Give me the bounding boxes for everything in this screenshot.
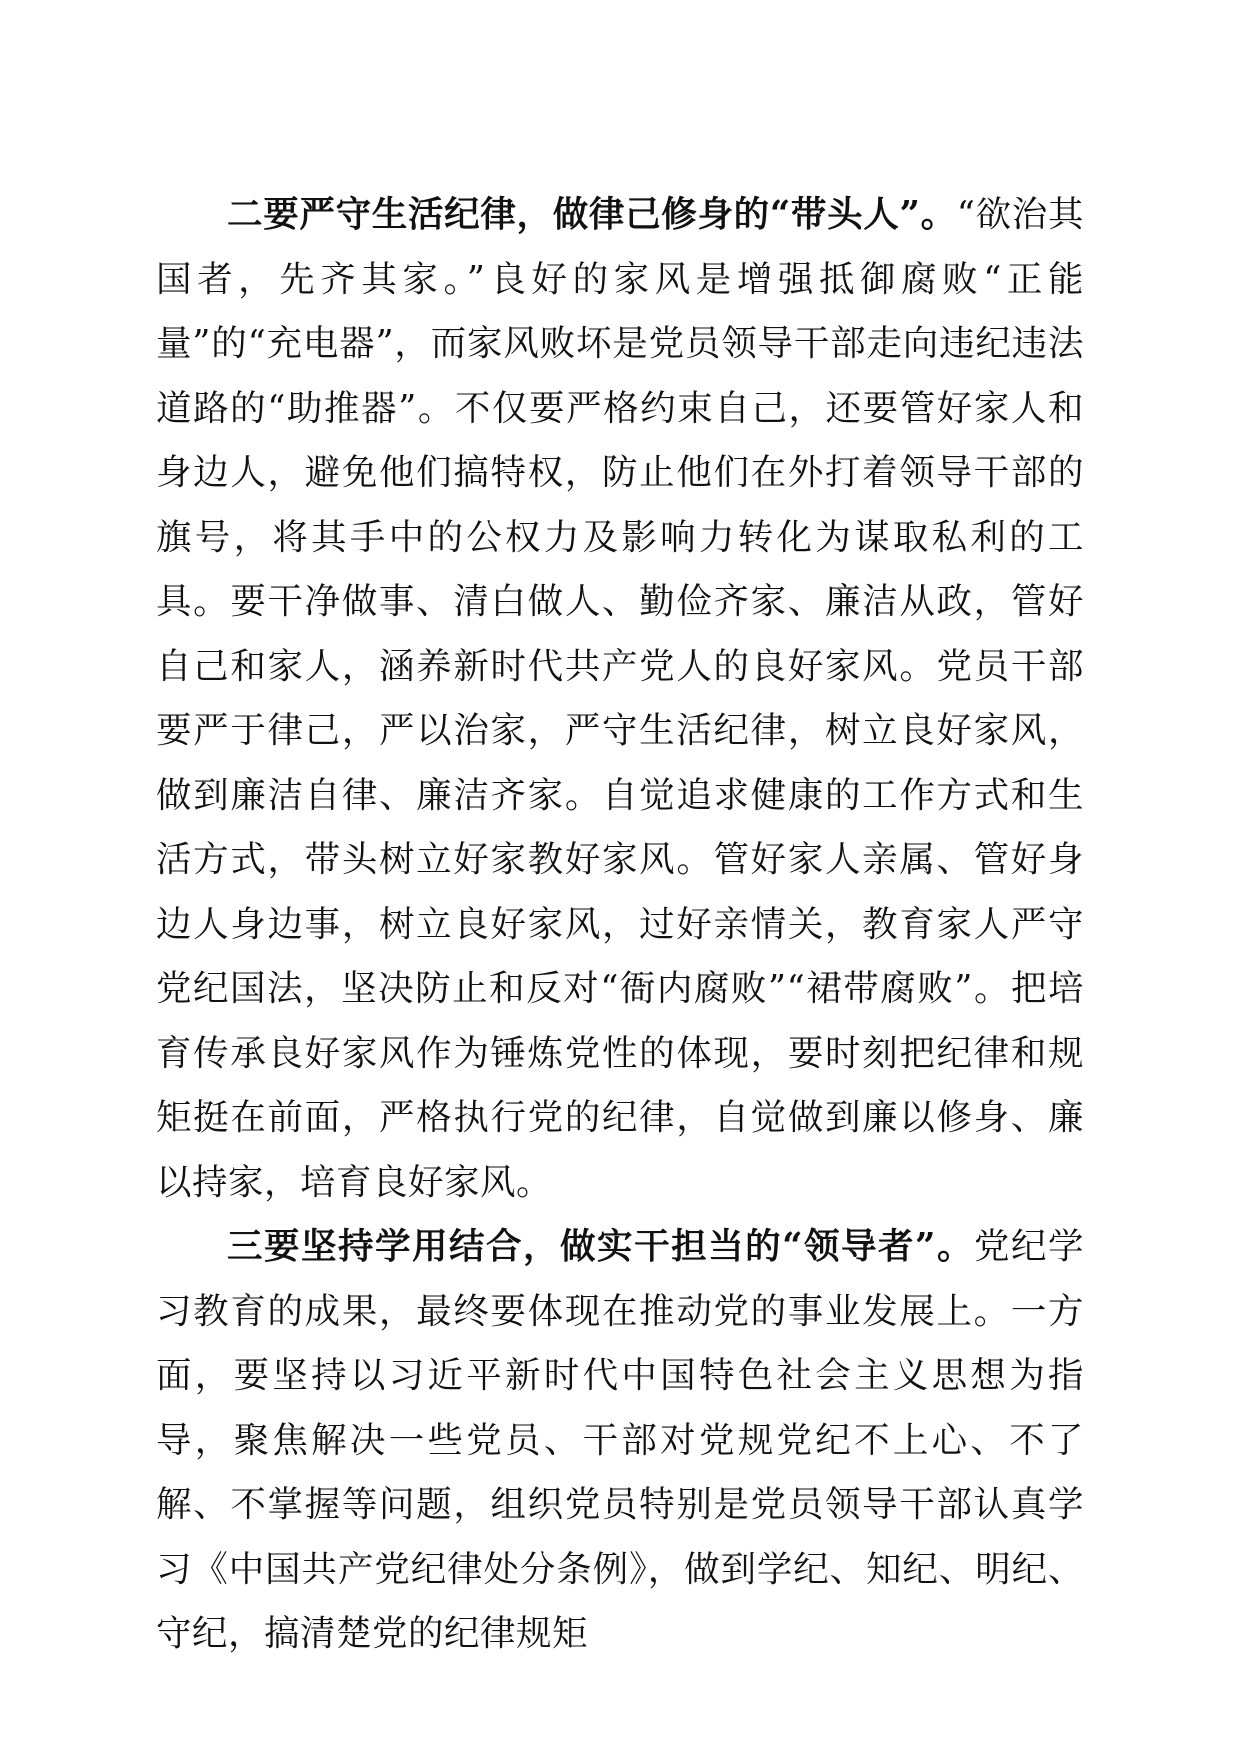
document-body <box>156 183 1084 1667</box>
paragraph-learning-application <box>156 1215 1084 1667</box>
paragraph-life-discipline <box>156 183 1084 1215</box>
paragraph-text: 党纪学习教育的成果，最终要体现在推动党的事业发展上。一方面，要坚持以习近平新时代中国特色社会主义思想为指导，聚焦解决一些党员、干部对党规党纪不上心、不了解、不掌握等问题，组织党员特别是党员领导干部认真学习《中国共产党纪律处分条例》，做到学纪、知纪、明纪、守纪，搞清楚党的纪律规矩 <box>156 1226 1084 1654</box>
paragraph-heading: 二要严守生活纪律，做律己修身的“带头人”。 <box>227 194 957 235</box>
paragraph-text: “欲治其国者，先齐其家。”良好的家风是增强抵御腐败“正能量”的“充电器”，而家风败坏是党员领导干部走向违纪违法道路的“助推器”。不仅要严格约束自己，还要管好家人和身边人，避免他们搞特权，防止他们在外打着领导干部的旗号，将其手中的公权力及影响力转化为谋取私利的工具。要干净做事、清白做人、勤俭齐家、廉洁从政，管好自己和家人，涵养新时代共产党人的良好家风。党员干部要严于律己，严以治家，严守生活纪律，树立良好家风，做到廉洁自律、廉洁齐家。自觉追求健康的工作方式和生活方式，带头树立好家教好家风。管好家人亲属、管好身边人身边事，树立良好家风，过好亲情关，教育家人严守党纪国法，坚决防止和反对“衙内腐败”“裙带腐败”。把培育传承良好家风作为锤炼党性的体现，要时刻把纪律和规矩挺在前面，严格执行党的纪律，自觉做到廉以修身、廉以持家，培育良好家风。 <box>156 194 1084 1203</box>
paragraph-heading: 三要坚持学用结合，做实干担当的“领导者”。 <box>227 1226 974 1267</box>
